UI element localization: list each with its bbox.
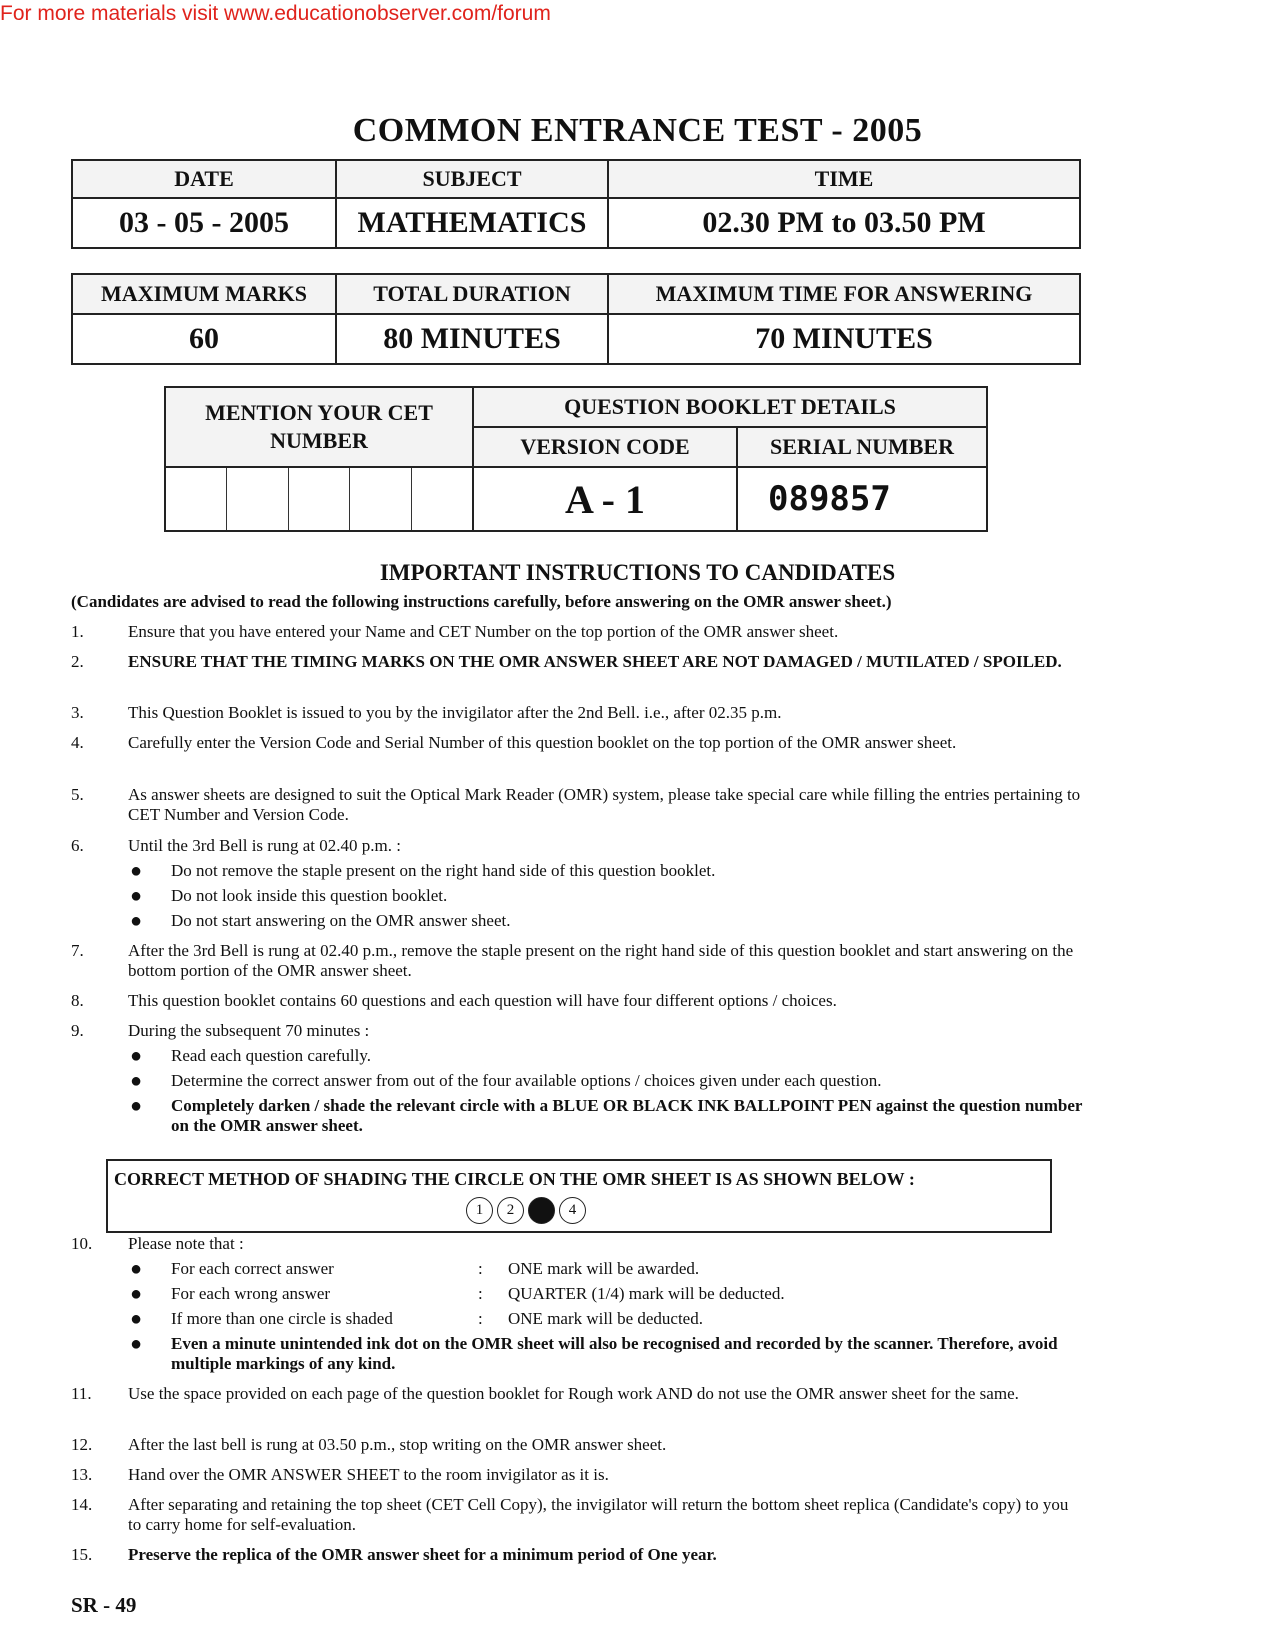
item-number: 6. bbox=[71, 836, 84, 855]
instruction-text: Hand over the OMR ANSWER SHEET to the room invigilator as it is. bbox=[128, 1465, 609, 1484]
instruction-text: Ensure that you have entered your Name and CET Number on the top portion of the OMR answer sheet. bbox=[128, 622, 839, 641]
bullet-icon: ● bbox=[130, 1095, 143, 1117]
version-code-header: VERSION CODE bbox=[473, 427, 737, 467]
instructions-subtitle: (Candidates are advised to read the following instructions carefully, before answering on the OMR answer sheet.) bbox=[71, 592, 892, 611]
total-duration: 80 MINUTES bbox=[336, 314, 608, 364]
max-marks: 60 bbox=[72, 314, 336, 364]
instruction-6c bbox=[100, 911, 1085, 931]
bullet-text: Do not look inside this question booklet. bbox=[171, 886, 448, 905]
item-number: 12. bbox=[71, 1435, 93, 1454]
cet-number-boxes[interactable] bbox=[165, 467, 473, 531]
instruction-text: Carefully enter the Version Code and Serial Number of this question booklet on the top portion of the OMR answer sheet. bbox=[128, 733, 957, 752]
answer-time: 70 MINUTES bbox=[608, 314, 1080, 364]
item-number: 13. bbox=[71, 1465, 93, 1484]
instruction-text: This Question Booklet is issued to you by the invigilator after the 2nd Bell. i.e., after 02.35 p.m. bbox=[128, 703, 782, 722]
item-number: 11. bbox=[71, 1384, 92, 1403]
bullet-text: Completely darken / shade the relevant circle with a BLUE OR BLACK INK BALLPOINT PEN against the question number on the OMR answer sheet. bbox=[171, 1096, 1083, 1135]
shading-example-box bbox=[106, 1159, 1052, 1233]
item-number: 5. bbox=[71, 785, 84, 804]
item-number: 8. bbox=[71, 991, 84, 1010]
item-number: 14. bbox=[71, 1495, 93, 1514]
omr-circle-shaded bbox=[528, 1197, 555, 1224]
item-number: 15. bbox=[71, 1545, 93, 1564]
bullet-icon: ● bbox=[130, 910, 143, 932]
duration-header: TOTAL DURATION bbox=[336, 274, 608, 314]
colon: : bbox=[478, 1284, 483, 1303]
instruction-15 bbox=[71, 1545, 1083, 1565]
serial-number: 089857 bbox=[737, 467, 987, 531]
date-header: DATE bbox=[72, 160, 336, 198]
exam-date: 03 - 05 - 2005 bbox=[72, 198, 336, 248]
watermark-link[interactable]: For more materials visit www.educationobserver.com/forum bbox=[0, 2, 551, 25]
item-number: 1. bbox=[71, 622, 84, 641]
serial-number-header: SERIAL NUMBER bbox=[737, 427, 987, 467]
marking-rule-value: ONE mark will be deducted. bbox=[508, 1309, 703, 1328]
bullet-text: Determine the correct answer from out of the four available options / choices given under each question. bbox=[171, 1071, 882, 1090]
instruction-3 bbox=[71, 703, 1083, 723]
instruction-6a bbox=[100, 861, 1085, 881]
bullet-icon: ● bbox=[130, 885, 143, 907]
instruction-text: After the last bell is rung at 03.50 p.m., stop writing on the OMR answer sheet. bbox=[128, 1435, 667, 1454]
instruction-10c bbox=[100, 1309, 1085, 1329]
instruction-text: Preserve the replica of the OMR answer sheet for a minimum period of One year. bbox=[128, 1545, 717, 1564]
exam-marks-table bbox=[71, 273, 1081, 365]
bullet-text: Even a minute unintended ink dot on the OMR sheet will also be recognised and recorded by the scanner. Therefore, avoid multiple markings of any kind. bbox=[171, 1334, 1058, 1373]
bullet-text: Do not start answering on the OMR answer sheet. bbox=[171, 911, 511, 930]
bullet-text: Do not remove the staple present on the right hand side of this question booklet. bbox=[171, 861, 716, 880]
colon: : bbox=[478, 1309, 483, 1328]
instruction-text: During the subsequent 70 minutes : bbox=[128, 1021, 370, 1040]
bullet-icon: ● bbox=[130, 1333, 143, 1355]
item-number: 9. bbox=[71, 1021, 84, 1040]
item-number: 7. bbox=[71, 941, 84, 960]
bullet-icon: ● bbox=[130, 1070, 143, 1092]
instructions-title: IMPORTANT INSTRUCTIONS TO CANDIDATES bbox=[379, 560, 896, 585]
item-number: 4. bbox=[71, 733, 84, 752]
marking-rule-label: For each wrong answer bbox=[171, 1284, 331, 1303]
answer-time-header: MAXIMUM TIME FOR ANSWERING bbox=[608, 274, 1080, 314]
instruction-text: ENSURE THAT THE TIMING MARKS ON THE OMR ANSWER SHEET ARE NOT DAMAGED / MUTILATED / SPOILED. bbox=[128, 652, 1062, 671]
instruction-1 bbox=[71, 622, 1083, 642]
instruction-10d bbox=[100, 1334, 1085, 1374]
omr-circle-option-1: 1 bbox=[466, 1197, 493, 1224]
bullet-icon: ● bbox=[130, 860, 143, 882]
item-number: 2. bbox=[71, 652, 84, 671]
instruction-13 bbox=[71, 1465, 1083, 1485]
shading-label: CORRECT METHOD OF SHADING THE CIRCLE ON THE OMR SHEET IS AS SHOWN BELOW : bbox=[114, 1169, 915, 1189]
marking-rule-value: ONE mark will be awarded. bbox=[508, 1259, 700, 1278]
instruction-6b bbox=[100, 886, 1085, 906]
subject-header: SUBJECT bbox=[336, 160, 608, 198]
instruction-10a bbox=[100, 1259, 1085, 1279]
instruction-11 bbox=[71, 1384, 1083, 1404]
instruction-5 bbox=[71, 785, 1083, 825]
instruction-text: After the 3rd Bell is rung at 02.40 p.m., remove the staple present on the right hand side of this question booklet and start answering on the bottom portion of the OMR answer sheet. bbox=[128, 941, 1074, 980]
instruction-9b bbox=[100, 1071, 1085, 1091]
instruction-text: Until the 3rd Bell is rung at 02.40 p.m. : bbox=[128, 836, 401, 855]
marking-rule-label: If more than one circle is shaded bbox=[171, 1309, 393, 1328]
bullet-text: Read each question carefully. bbox=[171, 1046, 371, 1065]
page-code: SR - 49 bbox=[71, 1593, 137, 1617]
booklet-details-header: QUESTION BOOKLET DETAILS bbox=[473, 387, 987, 427]
bullet-icon: ● bbox=[130, 1308, 143, 1330]
exam-subject: MATHEMATICS bbox=[336, 198, 608, 248]
instruction-text: As answer sheets are designed to suit the Optical Mark Reader (OMR) system, please take special care while filling the entries pertaining to CET Number and Version Code. bbox=[128, 785, 1081, 824]
instruction-text: This question booklet contains 60 questions and each question will have four different options / choices. bbox=[128, 991, 837, 1010]
marking-rule-value: QUARTER (1/4) mark will be deducted. bbox=[508, 1284, 785, 1303]
instruction-14 bbox=[71, 1495, 1083, 1535]
instruction-9 bbox=[71, 1021, 1083, 1041]
exam-time: 02.30 PM to 03.50 PM bbox=[608, 198, 1080, 248]
instruction-10b bbox=[100, 1284, 1085, 1304]
instruction-7 bbox=[71, 941, 1083, 981]
item-number: 3. bbox=[71, 703, 84, 722]
instruction-2 bbox=[71, 652, 1083, 672]
bullet-icon: ● bbox=[130, 1045, 143, 1067]
marking-rule-label: For each correct answer bbox=[171, 1259, 334, 1278]
exam-schedule-table bbox=[71, 159, 1081, 249]
item-number: 10. bbox=[71, 1234, 93, 1253]
instruction-8 bbox=[71, 991, 1083, 1011]
omr-circle-option-2: 2 bbox=[497, 1197, 524, 1224]
instruction-text: Please note that : bbox=[128, 1234, 244, 1253]
instruction-text: After separating and retaining the top sheet (CET Cell Copy), the invigilator will return the bottom sheet replica (Candidate's copy) to you to carry home for self-evaluation. bbox=[128, 1495, 1069, 1534]
instruction-4 bbox=[71, 733, 1083, 753]
instruction-9c bbox=[100, 1096, 1085, 1136]
instruction-9a bbox=[100, 1046, 1085, 1066]
instruction-10 bbox=[71, 1234, 1083, 1254]
bullet-icon: ● bbox=[130, 1258, 143, 1280]
version-code: A - 1 bbox=[473, 467, 737, 531]
omr-circles bbox=[466, 1197, 586, 1224]
instruction-12 bbox=[71, 1435, 1083, 1455]
booklet-details-table bbox=[164, 386, 988, 532]
time-header: TIME bbox=[608, 160, 1080, 198]
page-title: COMMON ENTRANCE TEST - 2005 bbox=[352, 112, 923, 149]
instruction-text: Use the space provided on each page of the question booklet for Rough work AND do not use the OMR answer sheet for the same. bbox=[128, 1384, 1019, 1403]
cet-number-label: MENTION YOUR CET NUMBER bbox=[165, 387, 473, 467]
omr-circle-option-4: 4 bbox=[559, 1197, 586, 1224]
colon: : bbox=[478, 1259, 483, 1278]
bullet-icon: ● bbox=[130, 1283, 143, 1305]
instruction-6 bbox=[71, 836, 1083, 856]
max-marks-header: MAXIMUM MARKS bbox=[72, 274, 336, 314]
